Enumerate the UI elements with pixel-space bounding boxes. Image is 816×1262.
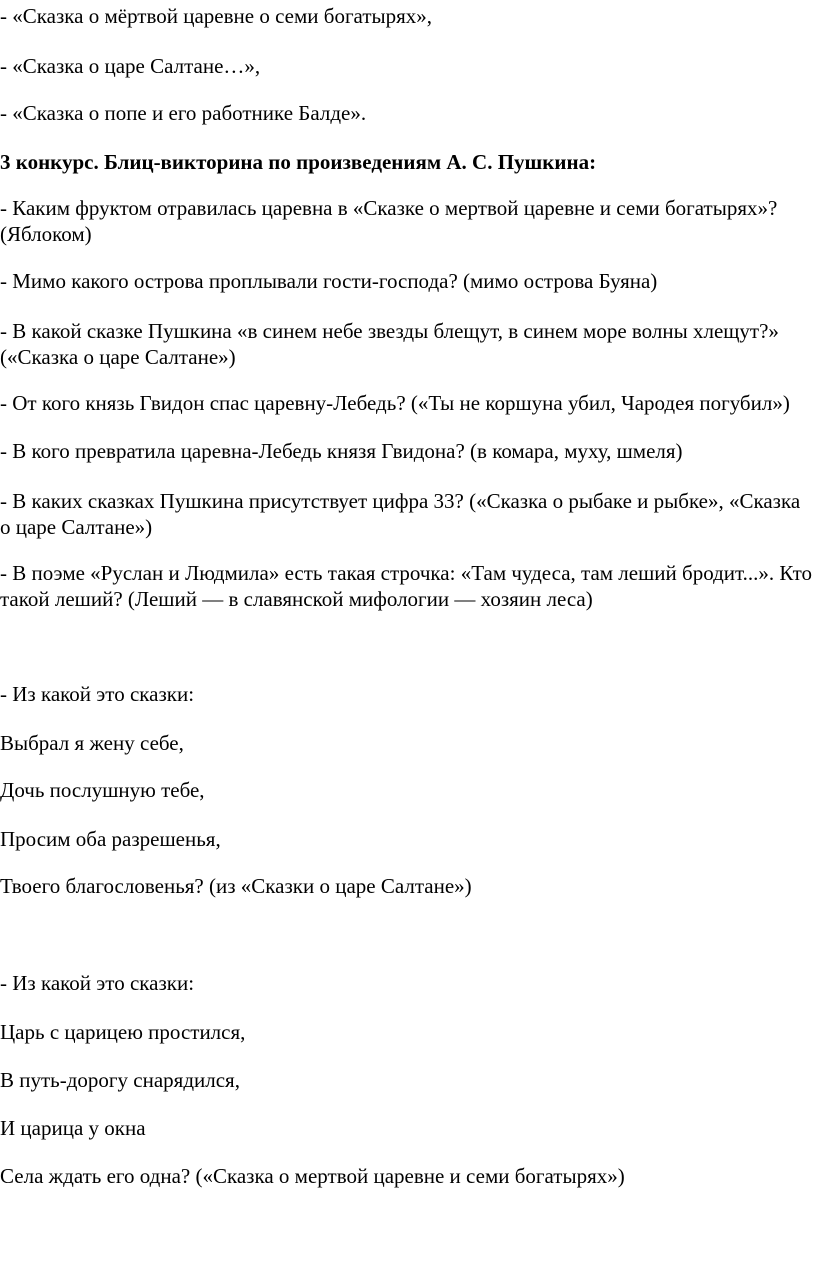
riddle-2-line-1: Царь с царицею простился, [0,1020,246,1044]
riddle-1-prompt: - Из какой это сказки: [0,682,195,706]
riddle-1-line-3: Просим оба разрешенья, [0,827,221,851]
question-4: - От кого князь Гвидон спас царевну-Лебедь? («Ты не коршуна убил, Чародея погубил») [0,391,790,415]
section-heading: 3 конкурс. Блиц-викторина по произведениям А. С. Пушкина: [0,150,597,174]
question-3: - В какой сказке Пушкина «в синем небе звезды блещут, в синем море волны хлещут?» («Сказка о царе Салтане») [0,319,779,369]
list-item-dead-princess: - «Сказка о мёртвой царевне о семи богатырях», [0,4,433,28]
riddle-1-line-1: Выбрал я жену себе, [0,731,184,755]
list-item-tsar-saltan: - «Сказка о царе Салтане…», [0,54,261,78]
riddle-1-line-4: Твоего благословенья? (из «Сказки о царе Салтане») [0,874,472,898]
riddle-2-line-4: Села ждать его одна? («Сказка о мертвой царевне и семи богатырях») [0,1164,625,1188]
list-item-priest-balda: - «Сказка о попе и его работнике Балде». [0,101,367,125]
riddle-1-line-2: Дочь послушную тебе, [0,778,205,802]
question-5: - В кого превратила царевна-Лебедь князя Гвидона? (в комара, муху, шмеля) [0,439,683,463]
riddle-2-prompt: - Из какой это сказки: [0,971,195,995]
question-7: - В поэме «Руслан и Людмила» есть такая строчка: «Там чудеса, там леший бродит...». Кто такой леший? (Леший — в славянской мифологии — хозяин леса) [0,561,812,611]
question-2: - Мимо какого острова проплывали гости-господа? (мимо острова Буяна) [0,269,658,293]
question-6: - В каких сказках Пушкина присутствует цифра 33? («Сказка о рыбаке и рыбке», «Сказка о царе Салтане») [0,489,801,539]
question-1: - Каким фруктом отравилась царевна в «Сказке о мертвой царевне и семи богатырях»? (Яблоком) [0,196,778,246]
riddle-2-line-2: В путь-дорогу снарядился, [0,1068,240,1092]
riddle-2-line-3: И царица у окна [0,1116,146,1140]
